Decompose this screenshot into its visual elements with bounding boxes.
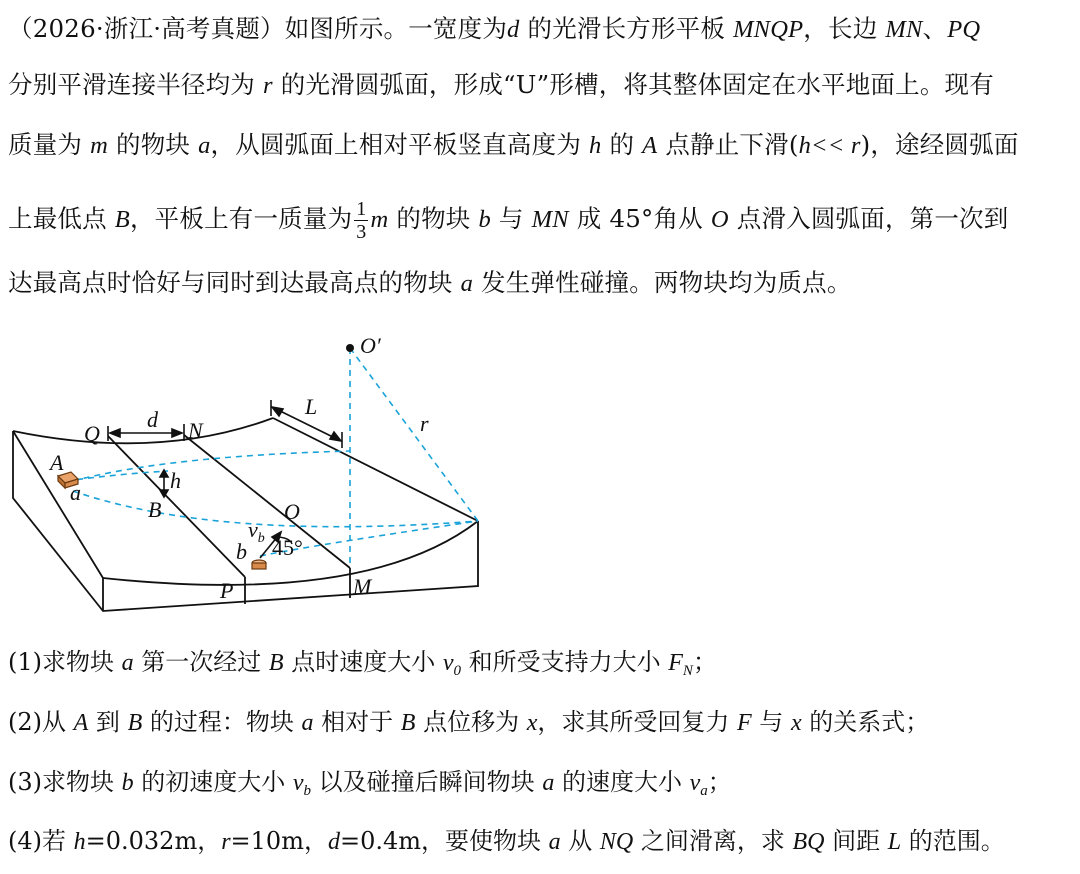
groove-outline — [13, 418, 478, 611]
label-P: P — [220, 578, 234, 603]
label-M: M — [353, 574, 372, 599]
label-A: A — [50, 450, 64, 475]
pivot-dot-O-prime — [346, 344, 354, 352]
problem-line-1: （2026·浙江·高考真题）如图所示。一宽度为d 的光滑长方形平板 MNQP，长边 MN、PQ — [8, 14, 981, 43]
question-4: (4)若 h=0.032m，r=10m，d=0.4m，要使物块 a 从 NQ 之间滑离，求 BQ 间距 L 的范围。 — [8, 827, 1005, 855]
label-a: a — [70, 480, 81, 505]
fraction-one-third: $\frac{1}{3}$ — [356, 198, 367, 243]
problem-line-5: 达最高点时恰好与同时到达最高点的物块 a 发生弹性碰撞。两物块均为质点。 — [8, 268, 852, 297]
label-O: O — [284, 499, 300, 524]
radius-r-dash — [350, 348, 478, 521]
question-2: (2)从 A 到 B 的过程：物块 a 相对于 B 点位移为 x，求其所受回复力 F 与 x 的关系式； — [8, 708, 930, 736]
label-N: N — [188, 418, 203, 443]
label-h: h — [170, 468, 181, 493]
question-1: (1)求物块 a 第一次经过 B 点时速度大小 $v_0$ 和所受支持力大小 $F_N$； — [8, 648, 717, 679]
label-r: r — [420, 411, 429, 436]
u-groove-diagram — [8, 326, 488, 618]
d-arrow-right — [172, 429, 182, 437]
label-L: L — [305, 394, 318, 419]
source-tag: （2026·浙江·高考真题） — [8, 14, 285, 43]
label-O-prime: O′ — [360, 333, 381, 358]
problem-line-4: 上最低点 B，平板上有一质量为 $\frac{1}{3}$ m 的物块 b 与 MN 成 45°角从 O 点滑入圆弧面，第一次到 — [8, 198, 1009, 243]
arc-inner-dash — [73, 451, 350, 481]
block-b — [252, 560, 266, 569]
label-Q: Q — [84, 421, 100, 446]
question-3: (3)求物块 b 的初速度大小 $v_b$ 以及碰撞后瞬间物块 a 的速度大小 $v_a$； — [8, 768, 732, 799]
L-arrow-left — [272, 407, 283, 416]
label-angle-45: 45° — [272, 535, 303, 560]
label-b: b — [236, 539, 247, 564]
right-top-edge — [273, 418, 478, 521]
label-d: d — [147, 407, 158, 432]
label-vb: $v_b$ — [248, 517, 265, 546]
back-edge-curve — [13, 418, 273, 443]
line-NM — [184, 435, 350, 568]
h-level-dash — [66, 471, 168, 481]
problem-line-3: 质量为 m 的物块 a，从圆弧面上相对平板竖直高度为 h 的 A 点静止下滑(h<< r)，途经圆弧面 — [8, 130, 1019, 159]
problem-line-2: 分别平滑连接半径均为 r 的光滑圆弧面，形成“U”形槽，将其整体固定在水平地面上。现有 — [8, 70, 994, 99]
label-B: B — [148, 497, 162, 522]
L-arrow-right — [330, 432, 341, 441]
d-arrow-left — [110, 429, 120, 437]
